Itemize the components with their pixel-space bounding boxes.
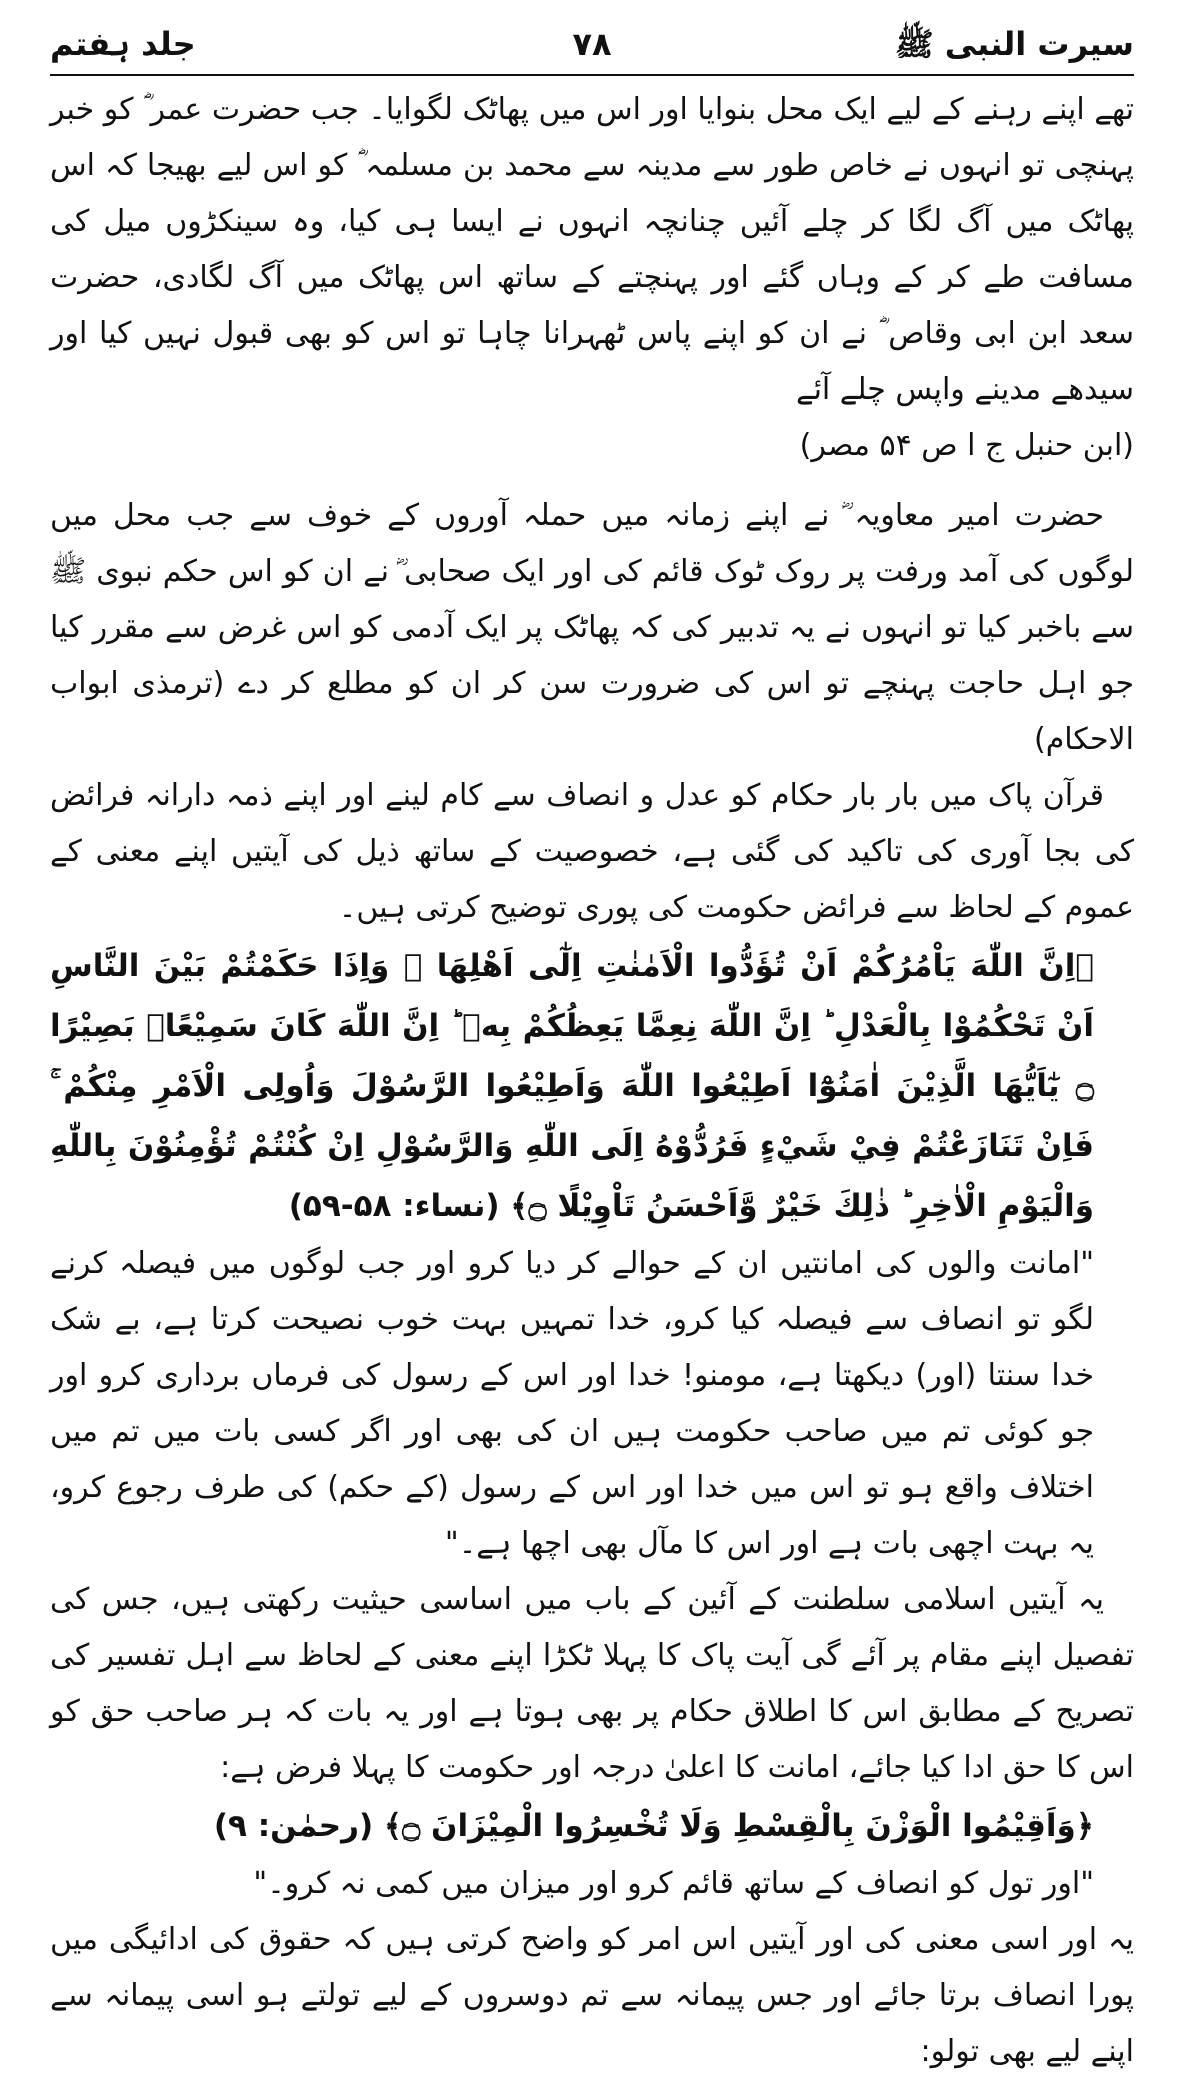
quran-verse: ﴿وَاَقِيْمُوا الْوَزْنَ بِالْقِسْطِ وَلَا تُخْسِرُوا الْمِيْزَانَ ۝﴾ (رحمٰن: ۹) (213, 1808, 1094, 1844)
page-body (50, 82, 1134, 2080)
volume-label: جلد ہفتم (50, 25, 196, 63)
book-title: سیرت النبی ﷺ (894, 25, 1134, 63)
citation: (ابن حنبل ج ا ص ۵۴ مصر) (799, 428, 1134, 463)
paragraph: تھے اپنے رہنے کے لیے ایک محل بنوایا اور اس میں پھاٹک لگوایا۔ جب حضرت عمر ؓ کو خبر پہنچی تو انہوں نے خاص طور سے مدینہ سے محمد بن مسلمہ ؓ کو اس لیے بھیجا کہ اس پھاٹک میں آگ لگا کر چلے آئیں چنانچہ انہوں نے ایسا ہی کیا، وہ سینکڑوں میل کی مسافت طے کر کے وہاں گئے اور پہنچتے کے ساتھ اس پھاٹک میں آگ لگادی، حضرت سعد ابن ابی وقاص ؓ نے ان کو اپنے پاس ٹھہرانا چاہا تو اس کو بھی قبول نہیں کیا اور سیدھے مدینے واپس چلے آئے (50, 92, 1134, 407)
translation-quote: "امانت والوں کی امانتیں ان کے حوالے کر دیا کرو اور جب لوگوں میں فیصلہ کرنے لگو تو انصاف سے فیصلہ کیا کرو، خدا تمہیں بہت خوب نصیحت کرتا ہے، بے شک خدا سنتا (اور) دیکھتا ہے، مومنو! خدا اور اس کے رسول کی فرماں برداری کرو اور جو کوئی تم میں صاحب حکومت ہیں ان کی بھی اور اگر کسی بات میں تم میں اختلاف واقع ہو تو اس میں خدا اور اس کے رسول (کے حکم) کی طرف رجوع کرو، یہ بہت اچھی بات ہے اور اس کا مآل بھی اچھا ہے۔" (50, 1246, 1094, 1561)
quran-verse: ﴿اِنَّ اللّٰهَ يَاْمُرُكُمْ اَنْ تُؤَدُّوا الْاَمٰنٰتِ اِلٰٓى اَهْلِهَا ۙ وَاِذَا حَكَمْتُمْ بَيْنَ النَّاسِ اَنْ تَحْكُمُوْا بِالْعَدْلِ ؕ اِنَّ اللّٰهَ نِعِمَّا يَعِظُكُمْ بِهٖ ؕ اِنَّ اللّٰهَ كَانَ سَمِيْعًاۢ بَصِيْرًا ۝ يٰٓاَيُّهَا الَّذِيْنَ اٰمَنُوْٓا اَطِيْعُوا اللّٰهَ وَاَطِيْعُوا الرَّسُوْلَ وَاُولِى الْاَمْرِ مِنْكُمْ ۚ فَاِنْ تَنَازَعْتُمْ فِيْ شَيْءٍ فَرُدُّوْهُ اِلَى اللّٰهِ وَالرَّسُوْلِ اِنْ كُنْتُمْ تُؤْمِنُوْنَ بِاللّٰهِ وَالْيَوْمِ الْاٰخِرِ ؕ ذٰلِكَ خَيْرٌ وَّاَحْسَنُ تَاْوِيْلًا ۝﴾ (نساء: ۵۸-۵۹) (50, 948, 1094, 1224)
paragraph: قرآن پاک میں بار بار حکام کو عدل و انصاف سے کام لینے اور اپنے ذمہ دارانہ فرائض کی بجا آوری کی تاکید کی گئی ہے، خصوصیت کے ساتھ ذیل کی آیتیں اپنے معنی کے عموم کے لحاظ سے فرائض حکومت کی پوری توضیح کرتی ہیں۔ (50, 778, 1134, 925)
paragraph: یہ اور اسی معنی کی اور آیتیں اس امر کو واضح کرتی ہیں کہ حقوق کی ادائیگی میں پورا انصاف برتا جائے اور جس پیمانہ سے تم دوسروں کے لیے تولتے ہو اسی پیمانہ سے اپنے لیے بھی تولو: (50, 1922, 1134, 2069)
translation-quote: "اور تول کو انصاف کے ساتھ قائم کرو اور میزان میں کمی نہ کرو۔" (253, 1866, 1094, 1901)
paragraph: حضرت امیر معاویہ ؓ نے اپنے زمانہ میں حملہ آوروں کے خوف سے جب محل میں لوگوں کی آمد ورفت پر روک ٹوک قائم کی اور ایک صحابی ؓ نے ان کو اس حکم نبوی ﷺ سے باخبر کیا تو انہوں نے یہ تدبیر کی کہ پھاٹک پر ایک آدمی کو اس غرض سے مقرر کیا جو اہل حاجت پہنچے تو اس کی ضرورت سن کر ان کو مطلع کر دے (ترمذی ابواب الاحکام) (50, 498, 1134, 757)
paragraph: یہ آیتیں اسلامی سلطنت کے آئین کے باب میں اساسی حیثیت رکھتی ہیں، جس کی تفصیل اپنے مقام پر آئے گی آیت پاک کا پہلا ٹکڑا اپنے معنی کے لحاظ سے اہل تفسیر کی تصریح کے مطابق اس کا اطلاق حکام پر بھی ہوتا ہے اور یہ بات کہ ہر صاحب حق کو اس کا حق ادا کیا جائے، امانت کا اعلیٰ درجہ اور حکومت کا پہلا فرض ہے: (50, 1582, 1134, 1785)
page-number: ۷۸ (572, 25, 612, 63)
running-header (50, 18, 1134, 76)
